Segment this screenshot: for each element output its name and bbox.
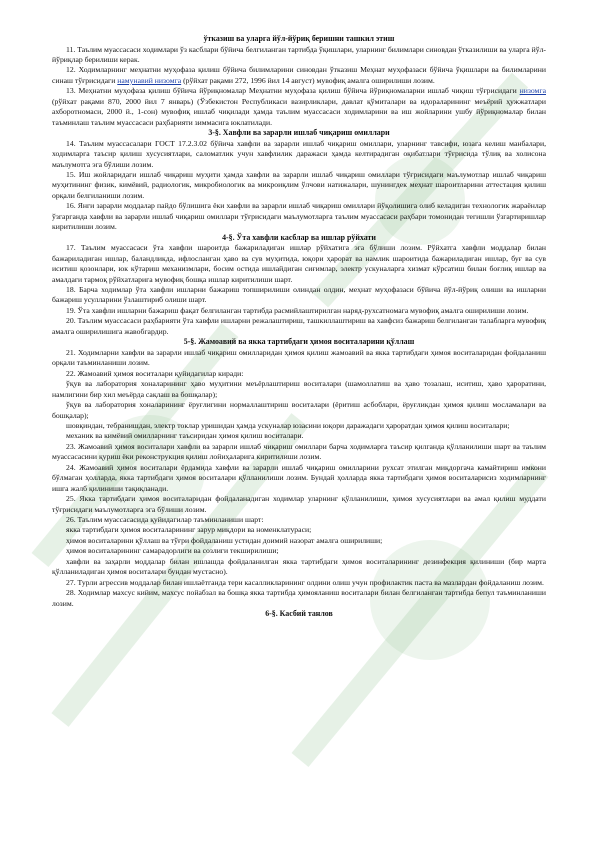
paragraph-26: 26. Таълим муассасасида қуйидагилар таъминланиши шарт: (66, 515, 264, 525)
section-heading-4: 4-§. Ўта хавфли касблар ва ишлар рўйхати (222, 232, 376, 242)
paragraph-11: 11. Таълим муассасаси ходимлари ўз касблари бўйича белгиланган тартибда ўқишлари, уларнинг билимлари синовдан ўтказилиши ва уларга йўл-йўриқлар берилиши керак. (52, 44, 546, 64)
list-item: механик ва кимёвий омилларнинг таъсиридан ҳимоя қилиш воситалари. (66, 431, 304, 441)
list-item: ҳимоя воситаларини қўллаш ва тўғри фойдаланиш устидан доимий назорат амалга оширилиши; (66, 535, 383, 545)
section-heading-3: 3-§. Хавфли ва зарарли ишлаб чиқариш омиллари (208, 128, 390, 138)
list-item: шовқиндан, тебранишдан, электр токлар уришидан ҳамда ускуналар юзасини юқори даражадаги ҳароратдан ҳимоя қилиш воситалари; (66, 420, 510, 430)
paragraph-19: 19. Ўта хавфли ишларни бажариш фақат белгиланган тартибда расмийлаштирилган наряд-рухсатномага мувофиқ амалга оширилиши лозим. (66, 305, 529, 315)
section-heading-6: 6-§. Касбий танлов (265, 609, 333, 619)
paragraph-25: 25. Якка тартибдаги ҳимоя воситаларидан фойдаланадиган ходимлар уларнинг қўлланилиши, ҳимоя хусусиятлари ва амал қилиш муддати тўғрисидаги маълумотларга эга бўлиши лозим. (52, 494, 546, 514)
paragraph-24: 24. Жамоавий ҳимоя воситалари ёрдамида хавфли ва зарарли ишлаб чиқариш омилларини рухсат этилган миқдоргача камайтириш имкони бўлмаган ҳолларда, якка тартибдаги ҳимоя воситалари қўлланилиши лозим. Бундай ҳолларда якка тартибдаги ҳимоя воситаларисиз ходимларнинг ишга жалб қилиниши тақиқланади. (52, 462, 546, 493)
paragraph-16: 16. Янги зарарли моддалар пайдо бўлишига ёки хавфли ва зарарли ишлаб чиқариш омиллари йўқолишига олиб келадиган технологик жараёнлар ўзгарганда хавфли ва зарарли ишлаб чиқариш омиллари тўғрисидаги маълумотларга таълим муассасаси раҳбари томонидан тегишли ўзгартиришлар киритилиши лозим. (52, 201, 546, 232)
paragraph-15: 15. Иш жойларидаги ишлаб чиқариш муҳити ҳамда хавфли ва зарарли ишлаб чиқариш омиллари тўғрисидаги маълумотлар ишлаб чиқариш муҳитининг физик, кимёвий, радиологик, микробиологик ва микроиқлим ўлчови натижалари, шунингдек меҳнат шароитларини аттестация қилиш орқали белгиланиши лозим. (52, 169, 546, 200)
model-regulation-link[interactable]: намунавий низомга (117, 75, 182, 85)
paragraph-14: 14. Таълим муассасалари ГОСТ 17.2.3.02 бўйича хавфли ва зарарли ишлаб чиқариш омиллари, уларнинг тавсифи, юзага келиш манбалари, ходимларга таъсир қилиш хусусиятлари, саломатлик учун хавфлилик даражаси ҳамда келтирадиган оқибатлари тўғрисида тўлиқ ва холисона маълумотга эга бўлиши лозим. (52, 138, 546, 169)
paragraph-28: 28. Ходимлар махсус кийим, махсус пойабзал ва бошқа якка тартибда ҳимояланиш воситалари билан белгиланган тартибда бепул таъминланиши лозим. (52, 588, 546, 608)
list-item: ўқув ва лаборатория хоналарининг ёруғлигини нормаллаштириш воситалари (ёритиш асбоблари, ёруғликдан ҳимоя қилиш мосламалари ва бошқалар); (52, 400, 546, 420)
paragraph-27: 27. Турли агрессив моддалар билан ишлаётганда тери касалликларининг олдини олиш учун профилактик паста ва мазлардан фойдаланиш лозим. (66, 577, 544, 587)
list-item: ҳимоя воситаларининг самарадорлиги ва созлиги текширилиши; (66, 546, 279, 556)
paragraph-22: 22. Жамоавий ҳимоя воситалари қуйидагилар киради: (66, 368, 244, 378)
list-item: якка тартибдаги ҳимоя воситаларининг зарур миқдори ва номенклатураси; (66, 525, 312, 535)
paragraph-13: 13. Меҳнатни муҳофаза қилиш бўйича йўриқномалар Меҳнатни муҳофаза қилиш бўйича йўриқномаларни ишлаб чиқиш тўғрисидаги низомга (рўйхат рақами 870, 2000 йил 7 январь) (Ўзбекистон Республикаси вазирликлари, давлат қўмиталари ва идораларининг меъёрий ҳужжатлари ахборотномаси, 2000 й., 1-сон) мувофиқ ишлаб чиқилади ҳамда таълим муассасаси ходимларини ва иш жойларини ушбу йўриқномалар билан таъминлаш таълим муассасаси раҳбарияти зиммасига юклатилади. (52, 86, 546, 127)
paragraph-21: 21. Ходимларни хавфли ва зарарли ишлаб чиқариш омилларидан ҳимоя қилиш жамоавий ва якка тартибдаги ҳимоя воситаларидан фойдаланиш орқали таъминланиши лозим. (52, 347, 546, 368)
paragraph-20: 20. Таълим муассасаси раҳбарияти ўта хавфли ишларни режалаштириш, ташкиллаштириш ва хавфсиз бажариш белгиланган талабларга мувофиқ амалга оширилишига жавобгардир. (52, 316, 546, 336)
paragraph-12: 12. Ходимларнинг меҳнатни муҳофаза қилиш бўйича билимларини синовдан ўтказиш Меҳнат муҳофазаси бўйича ўқишлари ва билимларини синаш тўғрисидаги намунавий низомга (рўйхат рақами 272, 1996 йил 14 август) мувофиқ амалга оширилиши лозим. (52, 65, 546, 85)
section-heading-2-end: ўтказиш ва уларга йўл-йўриқ беришни ташкил этиш (203, 34, 395, 43)
section-heading-5: 5-§. Жамоавий ва якка тартибдаги ҳимоя воситаларини қўллаш (183, 337, 415, 347)
list-item: ўқув ва лаборатория хоналарининг ҳаво муҳитини меъёрлаштириш воситалари (шамоллатиш ва ҳаво тозалаш, иситиш, ҳаво ҳароратини, намлигини бир хил меъёрда сақлаш ва бошқалар); (52, 379, 546, 399)
list-item: хавфли ва заҳарли моддалар билан ишлашда фойдаланилган якка тартибдаги ҳимоя воситаларининг дезинфекция қилиниши (бир марта қўлланиладиган ҳимоя воситалари бундан мустасно). (52, 556, 546, 577)
paragraph-18: 18. Барча ходимлар ўта хавфли ишларни бажариш топширилиши олиндан олдин, меҳнат муҳофазаси бўйича йўл-йўриқ олиши ва ишларни бажариш усулларини ўзлаштириб олиши шарт. (52, 285, 546, 305)
paragraph-17: 17. Таълим муассасаси ўта хавфли шароитда бажариладиган ишлар рўйхатига эга бўлиши лозим. Рўйхатга хавфли моддалар билан бажариладиган ишлар, баландликда, ифлосланган ҳаво ва сув муҳитида, юқори ҳарорат ва намлик шароитида бажариладиган ишлар, буғ ва сув иситиш қозонлари, юк кўтариш механизмлари, босим остида ишлайдиган сиғимлар, электр ускуналарга хизмат кўрсатиш билан боғлиқ ишлар ва амалдаги тармоқ рўйхатларига мувофиқ бошқа ишлар киритилиши шарт. (52, 243, 546, 284)
paragraph-23: 23. Жамоавий ҳимоя воситалари хавфли ва зарарли ишлаб чиқариш омиллари барча ходимларга таъсир қилганда қўлланилиши шарт ва таълим муассасасини қуриш ёки реконструкция қилиш лойиҳаларига киритилиши лозим. (52, 441, 546, 462)
regulation-link[interactable]: низомга (519, 86, 546, 96)
